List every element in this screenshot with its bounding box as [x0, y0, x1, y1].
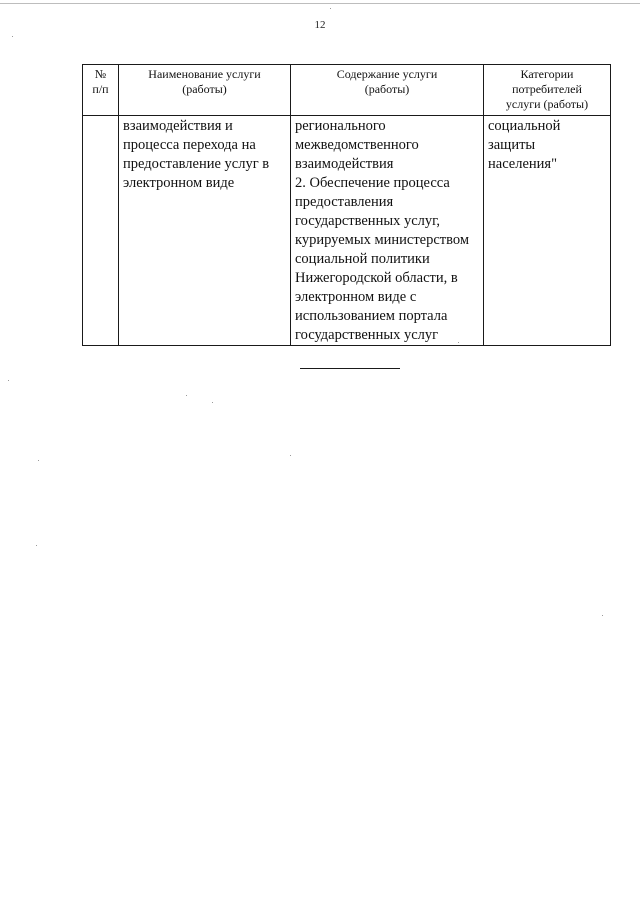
table-row	[83, 116, 611, 346]
header-service-content	[291, 65, 484, 116]
scan-speck	[8, 380, 9, 381]
scan-speck	[212, 402, 213, 403]
header-number-label: № п/п	[92, 67, 109, 96]
header-service-name-label: Наименование услуги (работы)	[148, 67, 261, 96]
scan-speck	[186, 395, 187, 396]
header-number	[83, 65, 119, 116]
scan-speck	[330, 8, 331, 9]
header-service-content-label: Содержание услуги (работы)	[336, 67, 438, 96]
scan-speck	[36, 545, 37, 546]
table-header-row	[83, 65, 611, 116]
scan-speck	[290, 455, 291, 456]
scan-speck	[458, 342, 459, 343]
row-consumer-category-cell: социальной защиты населения"	[484, 116, 611, 346]
scan-speck	[602, 615, 603, 616]
scan-top-edge	[0, 3, 640, 4]
header-consumer-category	[484, 65, 611, 116]
row-service-content-cell: регионального межведомственного взаимодействия 2. Обеспечение процесса предоставления государственных услуг, курируемых министерством социальной политики Нижегородской области, в электронном виде с использованием портала государственных услуг	[291, 116, 484, 346]
scan-speck	[12, 36, 13, 37]
end-of-section-rule	[300, 368, 400, 369]
header-service-name	[119, 65, 291, 116]
row-number-cell	[83, 116, 119, 346]
header-consumer-category-label: Категории потребителей услуги (работы)	[505, 67, 589, 111]
page-number: 12	[314, 19, 326, 31]
services-table	[82, 64, 611, 346]
row-service-name-cell: взаимодействия и процесса перехода на предоставление услуг в электронном виде	[119, 116, 291, 346]
scan-speck	[38, 460, 39, 461]
